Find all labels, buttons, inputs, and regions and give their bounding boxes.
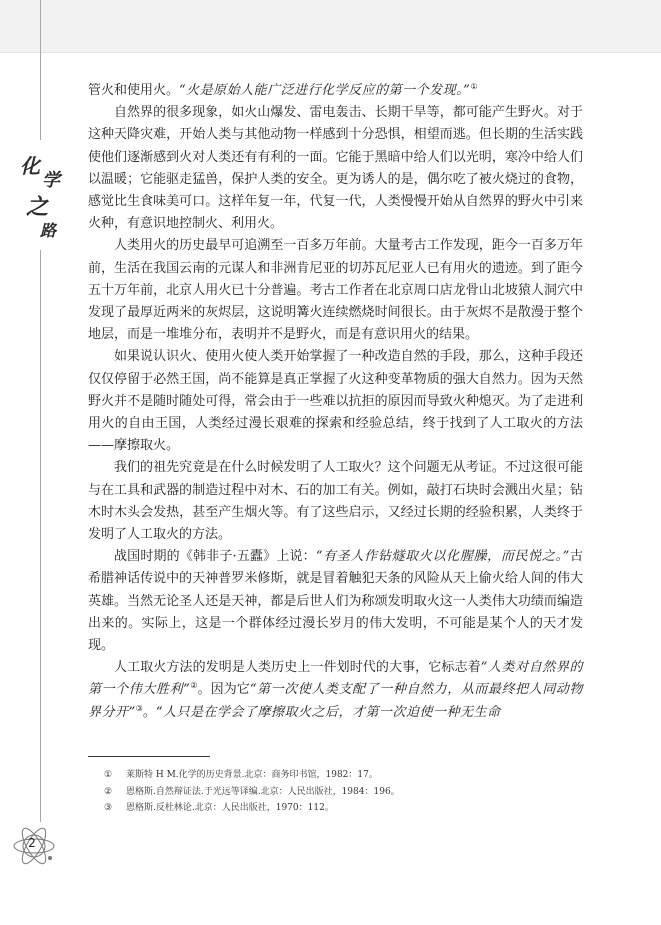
footnote-ref[interactable]: ③ [135,703,143,713]
footnote-ref[interactable]: ① [470,82,478,91]
footnote: ① 莱斯特 H M.化学的历史背景.北京：商务印书馆，1982：17。 [104,770,378,780]
paragraph: 人类用火的历史最早可追溯至一百多万年前。大量考古工作发现，距今一百多万年前，生活在我国云南的元谋人和非洲肯尼亚的切苏瓦尼亚人已有用火的遗迹。到了距今五十万年前，北京人用火已十分普遍。考古工作者在北京周口店龙骨山北坡猿人洞穴中发现了最厚近两米的灰烬层，这说明篝火连续燃烧时间很长。由于灰烬不是散漫于整个地层，而是一堆堆分布，表明并不是野火，而是有意识用火的结果。 [88,238,583,343]
side-title-char: 之 [26,194,49,220]
footnote-ref[interactable]: ② [190,681,198,691]
side-title-char: 化 [20,154,40,178]
body-text [88,80,583,724]
side-title [20,144,60,244]
side-title-char: 学 [42,170,60,191]
paragraph: 人工取火方法的发明是人类历史上一件划时代的大事，它标志着“人类对自然界的第一个伟大胜利”②。因为它“第一次使人类支配了一种自然力，从而最终把人同动物界分开”③。“人只是在学会了摩擦取火之后，才第一次迫使一种无生命 [88,660,583,720]
side-title-char: 路 [40,221,57,240]
paragraph: 如果说认识火、使用火使人类开始掌握了一种改造自然的手段，那么，这种手段还仅仅停留于必然王国，尚不能算是真正掌握了火这种变革物质的强大自然力。因为天然野火并不是随时随处可得，常会由于一些难以抗拒的原因而导致火种熄灭。为了走进利用火的自由王国，人类经过漫长艰难的探索和经验总结，终于找到了人工取火的方法——摩擦取火。 [88,349,583,454]
footnote: ② 恩格斯.自然辩证法.于光远等译编.北京：人民出版社，1984：196。 [104,786,400,797]
paragraph: 管火和使用火。“火是原始人能广泛进行化学反应的第一个发现。”① [88,82,478,98]
paragraph: 我们的祖先究竟是在什么时候发明了人工取火？这个问题无从考证。不过这很可能与在工具和武器的制造过程中对木、石的加工有关。例如，敲打石块时会溅出火星；钻木时木头会发热，甚至产生烟火等。有了这些启示，又经过长期的经验积累，人类终于发明了人工取火的方法。 [88,460,583,543]
page-number: 2 [28,836,36,850]
left-margin-line [40,0,41,140]
left-margin-line-lower [40,250,41,822]
footnote: ③ 恩格斯.反杜林论.北京：人民出版社，1970：112。 [104,803,334,813]
paragraph: 自然界的很多现象，如火山爆发、雷电轰击、长期干旱等，都可能产生野火。对于这种天降灾难，开始人类与其他动物一样感到十分恐惧，相望而逃。但长期的生活实践使他们逐渐感到火对人类还有有利的一面。它能于黑暗中给人们以光明，寒冷中给人们以温暖；它能驱走猛兽，保护人类的安全。更为诱人的是，偶尔吃了被火烧过的食物，感觉比生食味美可口。这样年复一年，代复一代，人类慢慢开始从自然界的野火中引来火种，有意识地控制火、利用火。 [88,105,583,232]
atom-emblem-icon [12,822,68,878]
paragraph: 战国时期的《韩非子·五蠹》上说：“有圣人作钻燧取火以化腥臊，而民悦之。”古希腊神话传说中的天神普罗米修斯，就是冒着触犯天条的风险从天上偷火给人间的伟大英雄。当然无论圣人还是天神，都是后世人们为称颂发明取火这一人类伟大功绩而编造出来的。实际上，这是一个群体经过漫长岁月的伟大发明，不可能是某个人的天才发现。 [88,549,583,654]
footnotes [104,767,574,817]
footnote-rule [88,756,210,757]
top-band [0,0,661,53]
